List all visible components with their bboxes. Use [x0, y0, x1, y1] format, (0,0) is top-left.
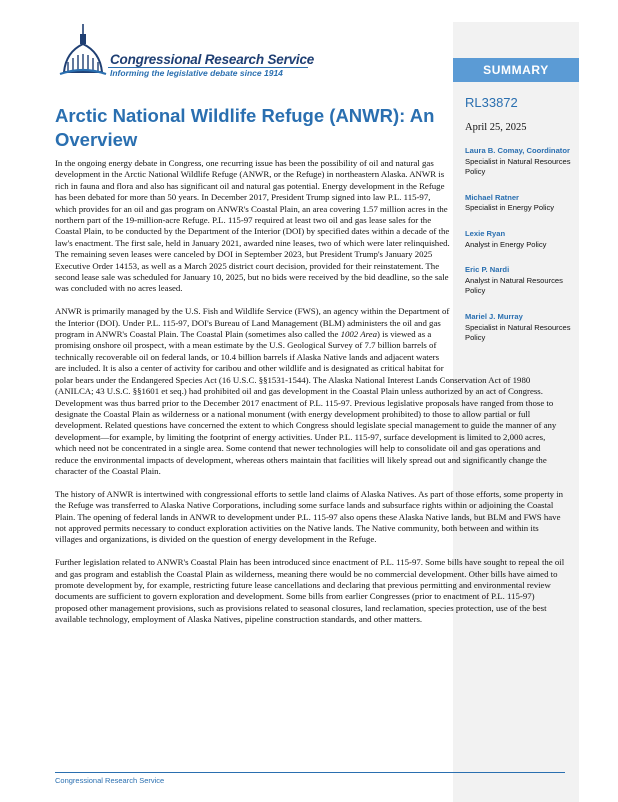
author-name: Lexie Ryan — [465, 228, 506, 238]
org-tagline: Informing the legislative debate since 1914 — [110, 68, 283, 78]
report-date: April 25, 2025 — [465, 122, 527, 133]
paragraph-2-wide: polar bears under the Endangered Species Act (16 U.S.C. §§1531-1544). The Alaska National Interest Lands Conservation Act of 1980 (ANILCA; 43 U.S.C. §§1601 et seq.) had prohibited oil and gas development in the Coastal Plain unless authorized by an act of Congress. Development was thus barred prior to the December 2017 enactment of P.L. 115-97. Previous legislative proposals have ranged from those to designate the Coastal Plain as wilderness or a national monument (with energy development prohibited) to those to allow partial or full development. Related questions have concerned the extent to which Congress should legislate special management to guide the manner of any development—for example, by limiting the footprint of energy activities. Under P.L. 115-97, surface development is limited to 2,000 acres, which need not be concentrated in a single area. Some contend that newer technologies will help to consolidate oil and gas operations and reduce the environmental impacts of development, whereas others maintain that facilities will likely spread out and significantly change the character of the Coastal Plain. — [55, 374, 557, 476]
paragraph-1: In the ongoing energy debate in Congress, one recurring issue has been the possibility of oil and natural gas development in the Arctic National Wildlife Refuge (ANWR, or the Refuge) in northeastern Alaska. ANWR is rich in fauna and flora and also has significant oil and natural gas potential. Energy development in the Refuge has been debated for more than 50 years. In December 2017, President Trump signed into law P.L. 115-97, which provides for an oil and gas program on ANWR's Coastal Plain, an area covering 1.57 million acres in the northern part of the 19-million-acre Refuge. P.L. 115-97 required at least two oil and gas lease sales for the Coastal Plain, to be conducted by the Department of the Interior (DOI) by specified dates within a decade of the law's enactment. The first sale, held in January 2021, awarded nine leases, two of which were later relinquished. The remaining seven leases were canceled by DOI in September 2023, but President Trump's January 2025 Executive Order 14153, as well as a March 2025 district court decision, provided for their reinstatement. The second lease sale was scheduled for January 10, 2025, but no bids were received by the bid deadline, so the sale was concluded with no acres leased. — [55, 158, 450, 294]
report-title: Arctic National Wildlife Refuge (ANWR): An Overview — [55, 105, 435, 150]
paragraph-2-text-b: ) is viewed as a promising onshore oil prospect, with a mean estimate by the U.S. Geological Survey of 7.7 billion barrels of technically recoverable oil on federal lands, or 10.4 billion barrels if Alaska Native lands and adjacent waters are included. It is also a center of activity for caribou and other wildlife and is designated as critical habitat for — [55, 329, 444, 374]
summary-label: SUMMARY — [453, 58, 579, 82]
paragraph-3: The history of ANWR is intertwined with congressional efforts to settle land claims of Alaska Natives. As part of those efforts, some property in the Refuge was transferred to Alaska Native Corporations, including some surface lands and subsurface rights within or adjoining the Coastal Plain. The opening of federal lands in ANWR to development under P.L. 115-97 also opens these Alaska Native lands, but BLM and FWS have not approved permits necessary to conduct exploration activities on the Native lands. The Native community, both between and within its villages and organizations, is divided on the question of energy development in the Refuge. — [55, 488, 564, 545]
paragraph-2 — [55, 306, 565, 477]
author-role: Analyst in Energy Policy — [465, 239, 547, 249]
summary-body — [55, 158, 565, 637]
paragraph-2-text-a: ANWR is primarily managed by the U.S. Fish and Wildlife Service (FWS), an agency within the Department of the Interior (DOI). Under P.L. 115-97, DOI's Bureau of Land Management (BLM) administers the oil and gas program in ANWR's Coastal Plain. The Coastal Plain (sometimes also called the — [55, 306, 450, 340]
author-name: Michael Ratner — [465, 192, 520, 202]
author-name: Mariel J. Murray — [465, 311, 523, 321]
author-name: Eric P. Nardi — [465, 265, 510, 275]
report-number: RL33872 — [465, 95, 518, 110]
author-name: Laura B. Comay, Coordinator — [465, 146, 570, 155]
footer-divider — [55, 772, 565, 773]
footer-text: Congressional Research Service — [55, 776, 165, 785]
paragraph-2-narrow — [55, 306, 450, 374]
org-name: Congressional Research Service — [110, 52, 315, 67]
author-role: Specialist in Energy Policy — [465, 203, 555, 213]
capitol-dome-icon — [58, 22, 108, 78]
paragraph-2-italic: 1002 Area — [340, 329, 377, 340]
crs-logo — [58, 22, 318, 82]
author-role: Analyst in Natural Resources Policy — [465, 275, 563, 296]
author-role: Specialist in Natural Resources Policy — [465, 322, 571, 343]
paragraph-4: Further legislation related to ANWR's Coastal Plain has been introduced since enactment of P.L. 115-97. Some bills have sought to repeal the oil and gas program and establish the Coastal Plain as wilderness, meaning there would be no commercial development. Other bills have aimed to promote development by, for example, restricting future lease cancellations and declaring that previous permitting and environmental review documents are sufficient to govern exploration and development. Some bills from earlier Congresses (prior to enactment of P.L. 115-97) proposed other management provisions, such as provisions related to seasonal closures, land reclamation, species protection, use of the best available technology, employment of Alaska Natives, pipeline construction standards, and other matters. — [55, 557, 565, 625]
author-role: Specialist in Natural Resources Policy — [465, 156, 571, 177]
